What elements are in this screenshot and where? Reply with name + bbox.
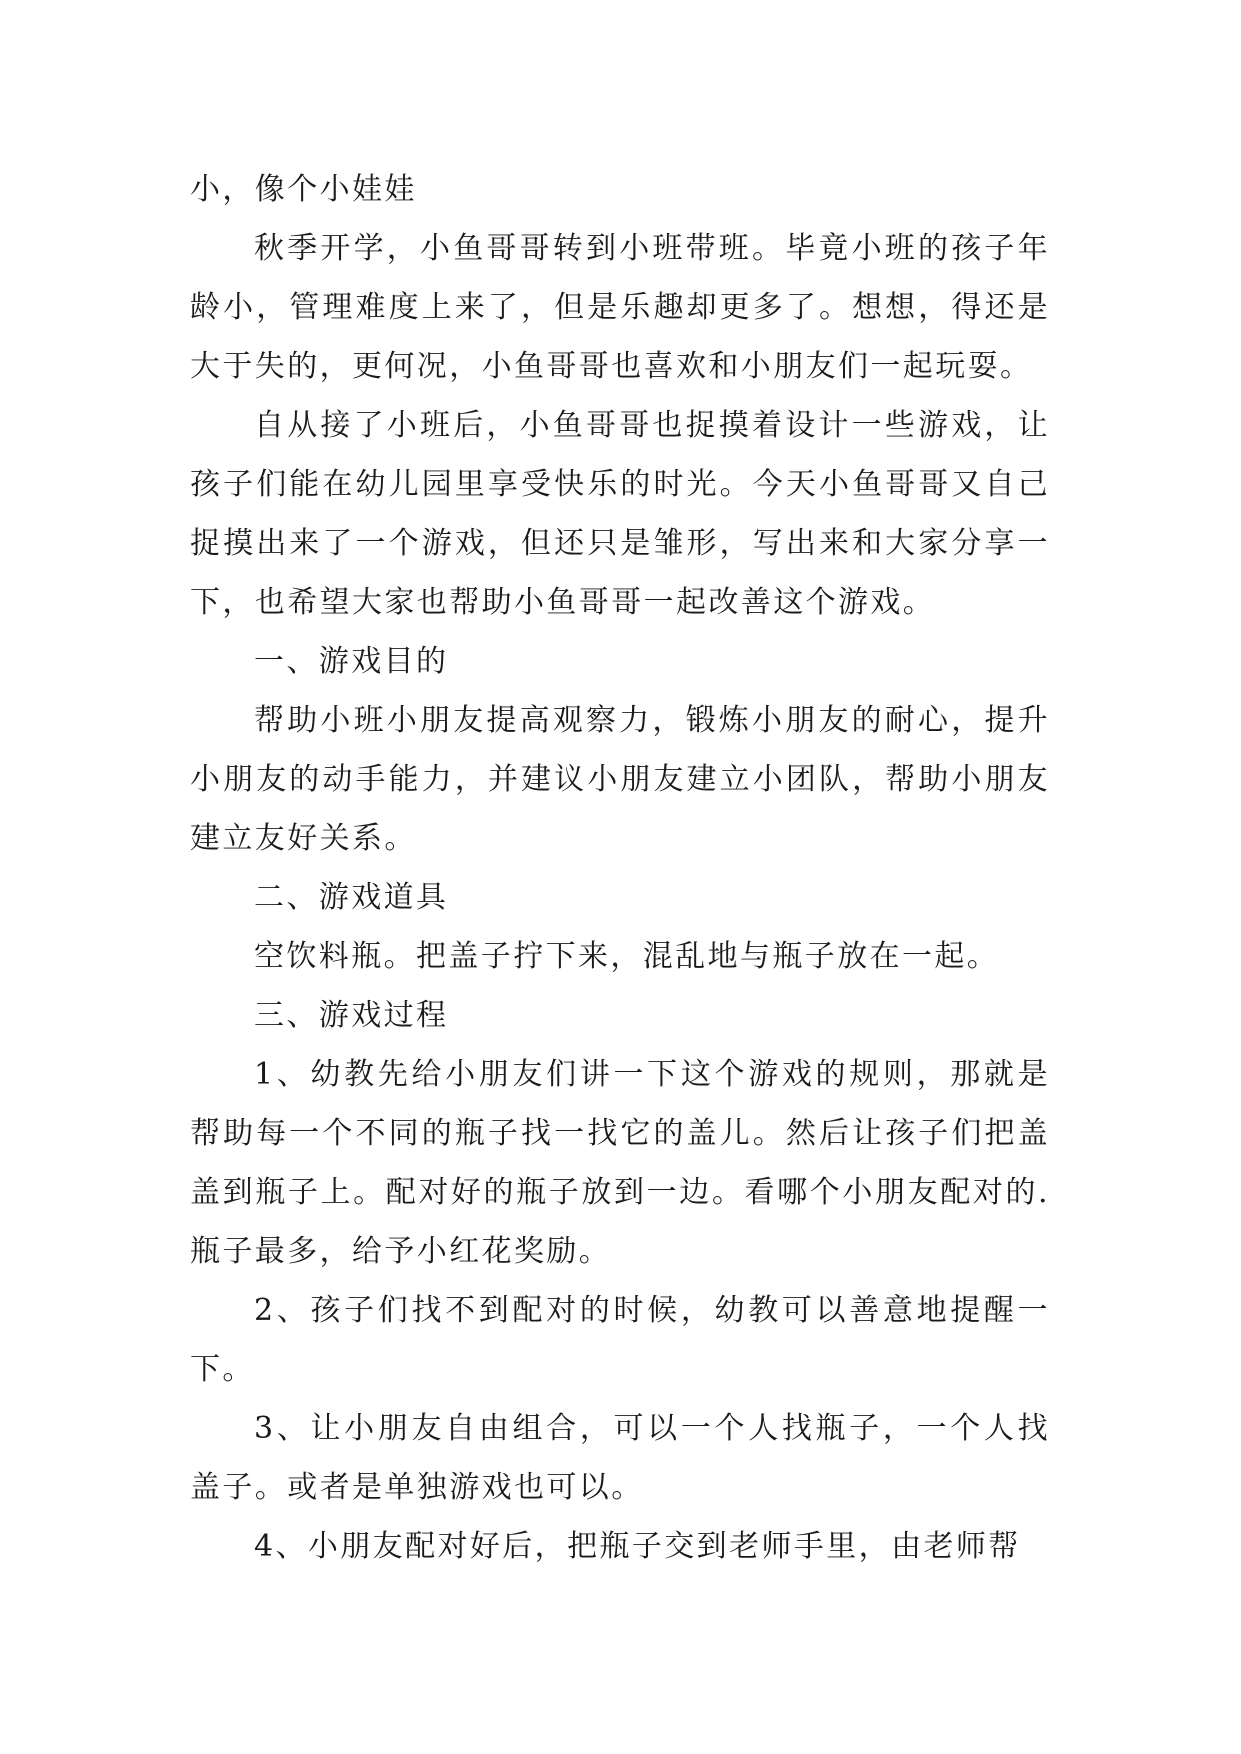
section-heading-purpose: 一、游戏目的 [254,644,449,679]
paragraph-intro: 秋季开学，小鱼哥哥转到小班带班。毕竟小班的孩子年龄小，管理难度上来了，但是乐趣却更多了。想想，得还是大于失的，更何况，小鱼哥哥也喜欢和小朋友们一起玩耍。 [190,231,1050,384]
paragraph-background: 自从接了小班后，小鱼哥哥也捉摸着设计一些游戏，让孩子们能在幼儿园里享受快乐的时光。今天小鱼哥哥又自己捉摸出来了一个游戏，但还只是雏形，写出来和大家分享一下，也希望大家也帮助小鱼哥哥一起改善这个游戏。 [190,408,1050,620]
paragraph-step-1: 1、幼教先给小朋友们讲一下这个游戏的规则，那就是帮助每一个不同的瓶子找一找它的盖儿。然后让孩子们把盖盖到瓶子上。配对好的瓶子放到一边。看哪个小朋友配对的.瓶子最多，给予小红花奖励。 [190,1057,1050,1269]
paragraph-purpose: 帮助小班小朋友提高观察力，锻炼小朋友的耐心，提升小朋友的动手能力，并建议小朋友建立小团队，帮助小朋友建立友好关系。 [190,703,1050,856]
paragraph-step-2: 2、孩子们找不到配对的时候，幼教可以善意地提醒一下。 [190,1293,1050,1387]
section-heading-props: 二、游戏道具 [254,880,449,915]
document-body [190,160,1050,1576]
paragraph-step-3: 3、让小朋友自由组合，可以一个人找瓶子，一个人找盖子。或者是单独游戏也可以。 [190,1411,1050,1505]
paragraph-step-4: 4、小朋友配对好后，把瓶子交到老师手里，由老师帮 [254,1529,1021,1564]
paragraph-continued: 小，像个小娃娃 [190,172,417,207]
section-heading-process: 三、游戏过程 [254,998,449,1033]
paragraph-props: 空饮料瓶。把盖子拧下来，混乱地与瓶子放在一起。 [254,939,1000,974]
